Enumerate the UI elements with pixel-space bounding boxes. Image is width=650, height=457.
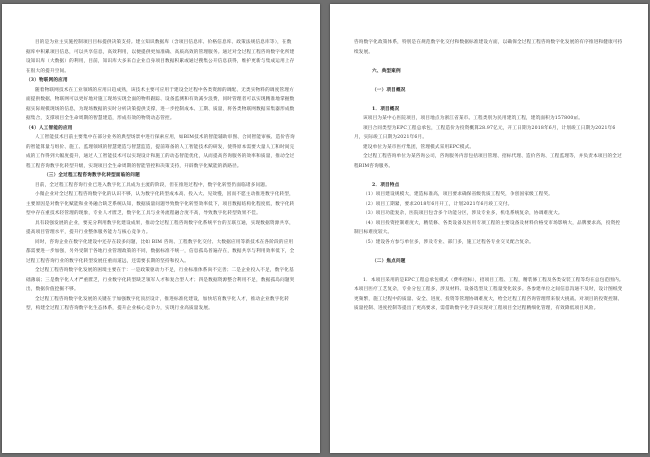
section-heading: （二）焦点问题 (372, 258, 406, 264)
body-paragraph: 具有较强发展的企业，要充分利用数字化建设成果，推动全过程工程咨询数字化系统平台的互联互通，实现数据资源共享，提高项目管理水平，提升行业整体服务能力与核心竞争力。 (26, 220, 294, 235)
body-paragraph: （1）项目建设规模大，建造标准高，项目要求确保省级优质工程奖，争创国家级工程奖。 (363, 192, 554, 197)
paragraph-spacer (354, 76, 624, 86)
body-paragraph: 目的是为业主实施控制项目目标提供决策支持。建立知识数据库（含项目信息库、价格信息库、政策法规信息库等），在数据库中积累项目信息，可以共享信息，高效利用，以便提供更加准确、高质高效的管理服务。通过对全过程工程咨询数字化所建设知识库（大数据）的利用，目前，知识库大多来自企业自身项目数据积累或通过搜集公开信息获得，维护更新与集成运用上存在很大的提升空间。 (26, 40, 295, 74)
paragraph-spacer (354, 95, 624, 105)
body-paragraph: 咨询数字化政策体系，特别是在规范数字化交付和数据标准建设方面，以确保全过程工程咨询数字化发展的有序推进和健康可持续发展。 (354, 40, 623, 55)
section-heading: （3）物联网的应用 (26, 78, 68, 83)
section-heading: （4）人工智能的应用 (26, 125, 73, 131)
body-paragraph: 同时，咨询企业在数字化建设中还存在较多问题，比如 BIM 咨询、工程数字化交付、大数据应用等新技术在各阶段的应用都需要进一步加强，另外受制于各地行业管理政策的不同，数据标准不统一，信息孤岛普遍存在，数据共享与利用效率低下，全过程工程咨询行业的数字化转型发展任重而道远，还需要长期的坚持和投入。 (26, 239, 295, 264)
body-paragraph: 建设单位为某市医疗集团，管理模式采用EPC模式。 (363, 144, 475, 150)
body-paragraph: 目前，全过程工程咨询行业已进入数字化工具成为主流的阶段，但在推进过程中，数字化转型仍面临诸多问题。 (35, 182, 270, 188)
body-paragraph: 人工智能技术目前主要集中在部分业务的典型场景中进行探索应用，如BIM技术的智能辅助审图、合同智能审核、造价咨询的智能算量与组价、施工、监理领域的智慧建造与智慧监造，提前筹备的人工智能技术的研发，使得原本需要大量人工和时间完成的工作得到大幅度提升，通过人工智能技术可以实现设计和施工的动态智能优化，从而提高咨询服务的效率和质量，推动全过程工程咨询数字化转型升级，实现项目全生命周期的智能管控和决策支持，开辟数字化赋能的新路径。 (26, 135, 295, 169)
section-heading: （三）全过程工程咨询数字化转型面临的问题 (44, 173, 140, 178)
body-paragraph: （5）建设各方参与单位多，涉及专业、部门多，施工过程各专业交叉配合复杂。 (363, 239, 534, 245)
section-heading: （一）项目概况 (372, 87, 406, 93)
body-paragraph: 1．本项目采用的是EPC工程总承包模式（费率招标），招项目工程、工程，精装修工程及各类安装工程等均在总包范围内。本项目医疗工艺复杂，专业分包工程多，涉及材料、设备选型及工程量变化较多。各参建单位之间信息沟通不及时，设计图纸变更频繁，施工过程中的质量、安全、进度、投资等管理协调难度大，给全过程工程咨询管理带来很大挑战。对项目的投资控制、质量控制、进度控制等提出了更高要求，需借助数字化手段实现对工程项目全过程精细化管理，有效降低项目风险。 (354, 277, 624, 311)
document-page-right (330, 4, 648, 453)
paragraph-spacer (354, 171, 624, 181)
paragraph-spacer (354, 247, 624, 257)
body-paragraph: （4）项目投资控制难度大，精装修、各类设备及医用专项工程的主要设备及材料价格受市场影响大，品牌要求高，投资控制目标难度较大。 (354, 220, 621, 235)
body-paragraph: 全过程工程咨询数字化发展的困境主要在于：一是政策驱动力不足，行业标准体系尚不完善；二是企业投入不足，数字化基础薄弱；三是数字化人才严重匮乏，行业数字化转型缺乏领军人才和复合型人才；四是数据资源整合利用不足，数据孤岛问题突出，数据价值挖掘不够。 (26, 268, 295, 292)
body-paragraph: 全过程工程咨询单位为某咨询公司，咨询服务内容包括项目管理、招标代理、造价咨询、工程监理等，并负责本项目的全过程BIM咨询服务。 (354, 154, 622, 169)
body-paragraph: 随着物联网技术在工业领域的应用日趋成熟，该技术主要可应用于建设全过程中各类资源的调配、无类实物料的调度管理方面提供数据，物联网可以更好地对施工现场实现全面的物料跟踪、设备监测和有效减少浪费，同时管理者可以实现精准地掌握数据实际规模现场的信息，为现场数据的实时分析决策提供支撑，进一步控制成本、工期、质量，将各类物联网数据采集器形成数据集合，支撑项目全生命周期的智慧建造，形成有效的物资动态管控。 (26, 87, 295, 121)
body-paragraph: （2）项目工期紧，要求2018年6月开工，计划2021年6月竣工交付。 (363, 201, 513, 207)
body-paragraph: 全过程工程咨询数字化发展的关键在于加强数字化顶层设计，推进标准化建设，加快培育数字化人才，推动企业数字化转型，构建全过程工程咨询数字化生态体系，提升企业核心竞争力，实现行业高质量发展。 (26, 296, 290, 311)
section-heading: 2．项目特点 (372, 182, 400, 188)
body-paragraph: （3）项目功能复杂，医院项目包含多个功能分区，涉及专业多，机电系统复杂，协调难度大。 (363, 211, 563, 216)
section-heading: 六、典型案例 (372, 68, 401, 74)
document-page-left (2, 4, 320, 453)
section-heading: 1．项目概况 (372, 106, 400, 112)
paragraph-spacer (354, 57, 624, 67)
body-paragraph: 该项目为某中心医院项目，项目地点为浙江省某市。工程类别为民用建筑工程，建筑面积为157800㎡。 (363, 116, 584, 121)
body-paragraph: 项目合同类型为EPC工程总承包，工程造价为投资概算28.97亿元，开工日期为2018年6月，计划竣工日期为2021年6月，实际竣工日期为2021年6月。 (354, 125, 616, 140)
body-paragraph: 小微企业对全过程工程咨询数字化的认识不够，认为数字化转型成本高、投入大、见效慢，因而不愿主动推进数字化转型，主要原因是对数字化赋能和业务融合缺乏系统认知，数据质量问题导致数字化转型效率低下，项目数据结构化程度低，数字化转型中存在重技术轻管理的现象，专业人才匮乏，数字化工具与业务流程融合度不高，导致数字化转型效果不佳。 (26, 192, 295, 216)
paragraph-spacer (354, 266, 624, 276)
